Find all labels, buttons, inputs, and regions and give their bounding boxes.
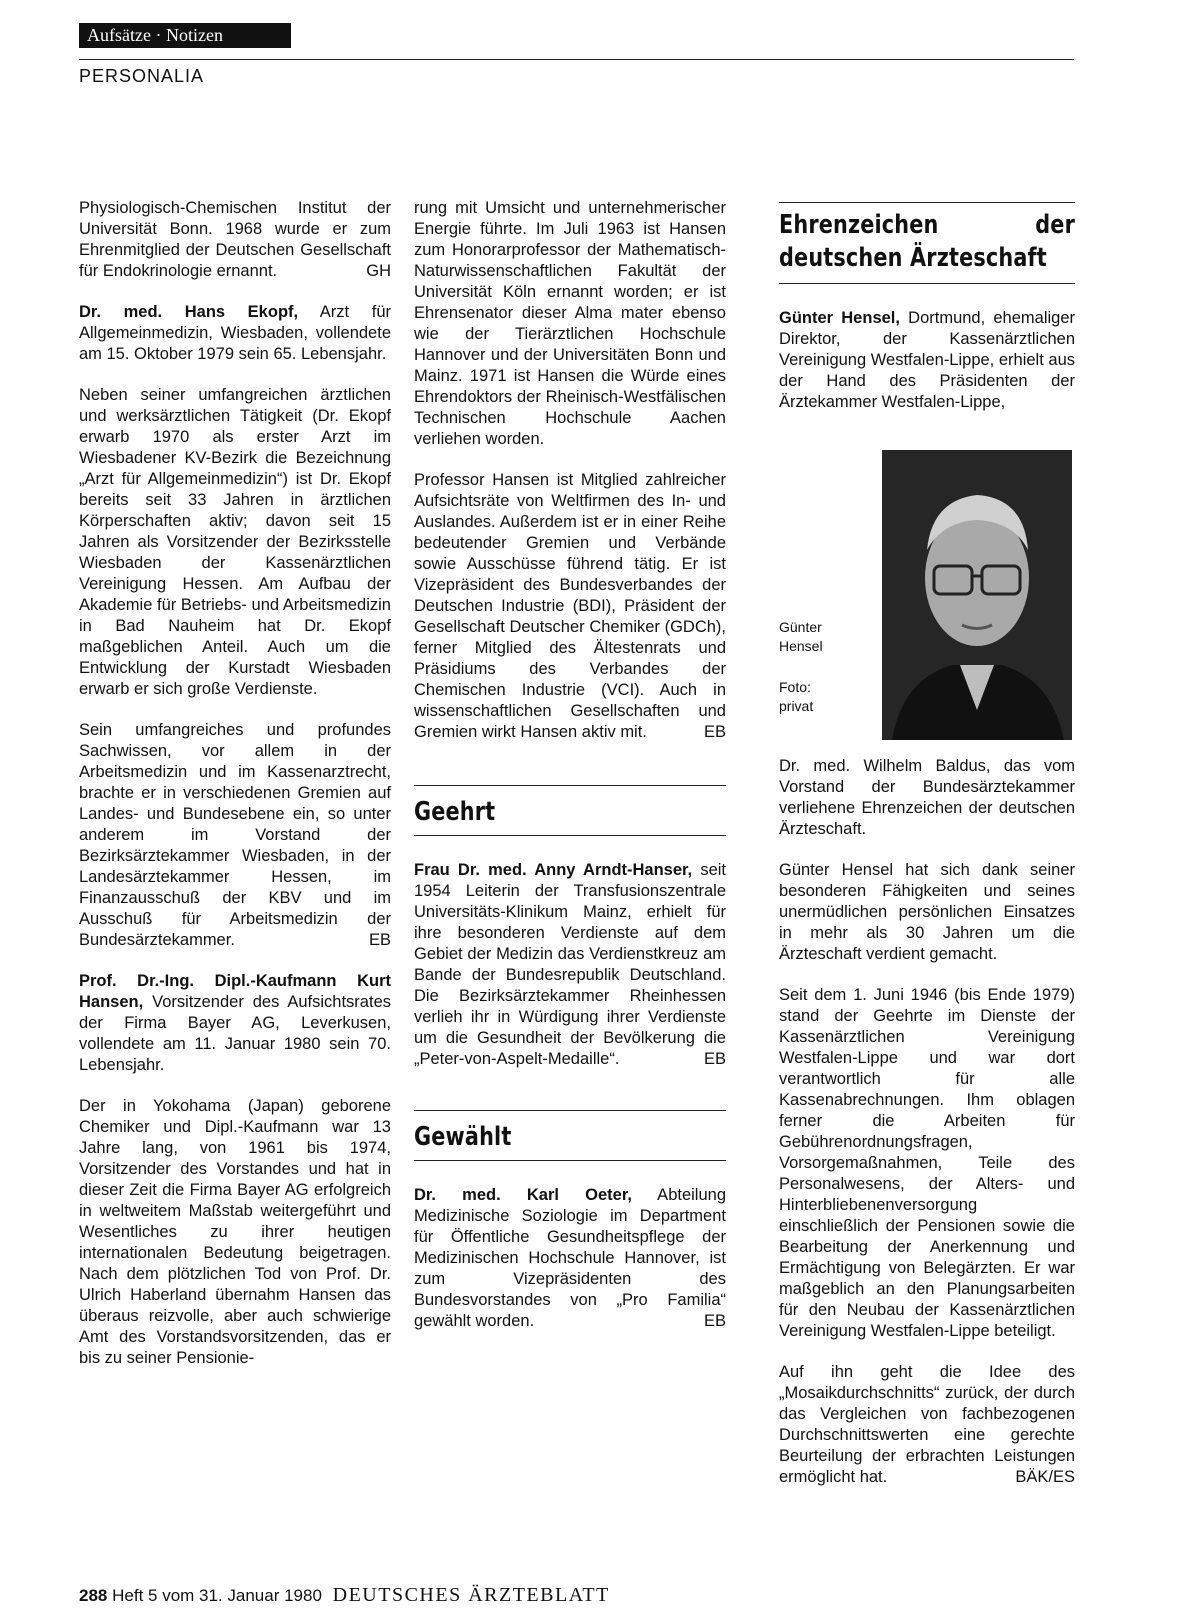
heading-geehrt: Geehrt [414,797,496,827]
paragraph: Physiologisch-Chemischen Institut der Universität Bonn. 1968 wurde er zum Ehrenmitglied der Deutschen Gesellschaft für Endokrinologie ernannt. GH [79,199,391,280]
paragraph: Frau Dr. med. Anny Arndt-Hanser, seit 1954 Leiterin der Transfusionszentrale Universitäts-Klinikum Mainz, erhielt für ihre besonderen Verdienste auf dem Gebiet der Medizin das Verdienstkreuz am Bande der Bundesrepublik Deutschland. Die Bezirksärztekammer Rheinhessen verlieh ihr in Würdigung ihrer Verdienste um die Gesundheit der Bevölkerung die „Peter-von-Aspelt-Medaille“. EB [414,861,726,1068]
author-initials: EB [703,723,726,741]
paragraph: rung mit Umsicht und unternehmerischer Energie führte. Im Juli 1963 ist Hansen zum Honorarprofessor der Mathematisch-Naturwissenschaftlichen Fakultät der Universität Köln ernannt worden; er ist Ehrensenator dieser Alma mater ebenso wie der Tierärztlichen Hochschule Hannover und der Universitäten Bonn und Mainz. 1971 ist Hansen die Würde eines Ehrendoktors der Rheinisch-Westfälischen Technischen Hochschule Aachen verliehen worden. [414,199,726,448]
section-tag: Aufsätze · Notizen [79,23,291,48]
paragraph: Seit dem 1. Juni 1946 (bis Ende 1979) stand der Geehrte im Dienste der Kassenärztlichen Vereinigung Westfalen-Lippe und war dort verantwortlich für alle Kassenabrechnungen. Ihm oblagen ferner die Arbeiten für Gebührenordnungsfragen, Vorsorgemaßnahmen, Teile des Personalwesens, der Alters- und Hinterbliebenenversorgung einschließlich der Pensionen sowie die Bearbeitung der Anerkennung und Ermächtigung von Belegärzten. Er war maßgeblich an den Planungsarbeiten für den Neubau der Kassenärztlichen Vereinigung Westfalen-Lippe beteiligt. [779,986,1075,1340]
paragraph: Der in Yokohama (Japan) geborene Chemiker und Dipl.-Kaufmann war 13 Jahre lang, von 1961 bis 1974, Vorsitzender des Vorstandes und hat in dieser Zeit die Firma Bayer AG erfolgreich in weltweitem Maßstab weitergeführt und Wesentliches zu ihrer heutigen internationalen Bedeutung beigetragen. Nach dem plötzlichen Tod von Prof. Dr. Ulrich Haberland übernahm Hansen das überaus reizvolle, aber auch schwierige Amt des Vorstandsvorsitzenden, das er bis zu seiner Pensionie- [79,1097,391,1367]
column-3-bottom [779,756,1075,1508]
paragraph: Dr. med. Wilhelm Baldus, das vom Vorstand der Bundesärztekammer verliehene Ehrenzeichen der deutschen Ärzteschaft. [779,757,1075,838]
paragraph: Sein umfangreiches und profundes Sachwissen, vor allem in der Arbeitsmedizin und im Kassenarztrecht, brachte er in verschiedenen Gremien auf Landes- und Bundesebene ein, so unter anderem im Vorstand der Bezirksärztekammer Wiesbaden, in der Landesärztekammer Hessen, im Finanzausschuß der KBV und im Ausschuß für Arbeitsmedizin der Bundesärztekammer. EB [79,721,391,949]
issue-info: Heft 5 vom 31. Januar 1980 [112,1586,322,1605]
paragraph: Dr. med. Karl Oeter, Abteilung Medizinische Soziologie im Department für Öffentliche Gesundheitspflege der Medizinischen Hochschule Hannover, ist zum Vizepräsidenten des Bundesvorstandes von „Pro Familia“ gewählt worden. EB [414,1186,726,1330]
paragraph: Auf ihn geht die Idee des „Mosaikdurchschnitts“ zurück, der durch das Vergleichen von fachbezogenen Durchschnittswerten eine gerechte Beurteilung der erbrachten Leistungen ermöglicht hat. BÄK/ES [779,1363,1075,1486]
author-initials: EB [368,931,391,949]
author-initials: BÄK/ES [1015,1468,1075,1486]
photo-caption-credit: Foto: privat [779,679,814,714]
photo-caption-name: Günter Hensel [779,619,823,654]
heading-rule [414,835,726,836]
paragraph: Neben seiner umfangreichen ärztlichen und werksärztlichen Tätigkeit (Dr. Ekopf erwarb 1970 als erster Arzt im Wiesbadener KV-Bezirk die Bezeichnung „Arzt für Allgemeinmedizin“) ist Dr. Ekopf bereits seit 33 Jahren in ärztlichen Körperschaften aktiv; davon seit 15 Jahren als Vorsitzender der Bezirksstelle Wiesbaden der Kassenärztlichen Vereinigung Hessen. Am Aufbau der Akademie für Betriebs- und Arbeitsmedizin in Bad Nauheim hat Dr. Ekopf maßgeblichen Anteil. Auch um die Entwicklung der Kurstadt Wiesbaden erwarb er sich große Verdienste. [79,386,391,698]
person-name: Prof. Dr.-Ing. Dipl.-Kaufmann Kurt Hansen, [79,972,391,1011]
paragraph: Dr. med. Hans Ekopf, Arzt für Allgemeinmedizin, Wiesbaden, vollendete am 15. Oktober 1979 sein 65. Lebensjahr. [79,303,391,363]
article-headline: Ehrenzeichen der deutschen Ärzteschaft [779,210,1075,273]
author-initials: GH [366,262,391,280]
heading-rule [779,283,1075,284]
paragraph: Professor Hansen ist Mitglied zahlreicher Aufsichtsräte von Weltfirmen des In- und Auslandes. Außerdem ist er in einer Reihe bedeutender Gremien und Verbände sowie Ausschüsse führend tätig. Er ist Vizepräsident des Bundesverbandes der Deutschen Industrie (BDI), Präsident der Gesellschaft Deutscher Chemiker (GDCh), ferner Mitglied des Ältestenrats und Präsidiums des Verbandes der Chemischen Industrie (VCI). Auch in wissenschaftlichen Gesellschaften und Gremien wirkt Hansen aktiv mit. EB [414,471,726,741]
heading-rule [414,1110,726,1111]
author-initials: EB [703,1312,726,1330]
heading-rule [414,785,726,786]
portrait-photo [882,450,1072,740]
portrait-image [882,450,1072,740]
column-2 [414,198,726,1352]
person-name: Günter Hensel, [779,309,900,327]
heading-rule [414,1160,726,1161]
heading-gewaehlt: Gewählt [414,1122,512,1152]
journal-name: DEUTSCHES ÄRZTEBLATT [332,1584,610,1606]
person-name: Dr. med. Karl Oeter, [414,1186,632,1204]
column-3-top [779,202,1075,433]
heading-rule [779,202,1075,203]
paragraph: Günter Hensel, Dortmund, ehemaliger Direktor, der Kassenärztlichen Vereinigung Westfalen-Lippe, erhielt aus der Hand des Präsidenten der Ärztekammer Westfalen-Lippe, [779,309,1075,411]
column-1 [79,198,391,1389]
header-rule [79,59,1074,60]
author-initials: EB [703,1050,726,1068]
paragraph: Prof. Dr.-Ing. Dipl.-Kaufmann Kurt Hansen, Vorsitzender des Aufsichtsrates der Firma Bayer AG, Leverkusen, vollendete am 11. Januar 1980 sein 70. Lebensjahr. [79,972,391,1074]
page-footer [79,1584,610,1607]
page-number: 288 [79,1586,108,1605]
paragraph: Günter Hensel hat sich dank seiner besonderen Fähigkeiten und seines unermüdlichen persönlichen Einsatzes in mehr als 30 Jahren um die Ärzteschaft verdient gemacht. [779,861,1075,963]
person-name: Dr. med. Hans Ekopf, [79,303,299,321]
section-label: PERSONALIA [79,66,205,86]
person-name: Frau Dr. med. Anny Arndt-Hanser, [414,861,693,879]
